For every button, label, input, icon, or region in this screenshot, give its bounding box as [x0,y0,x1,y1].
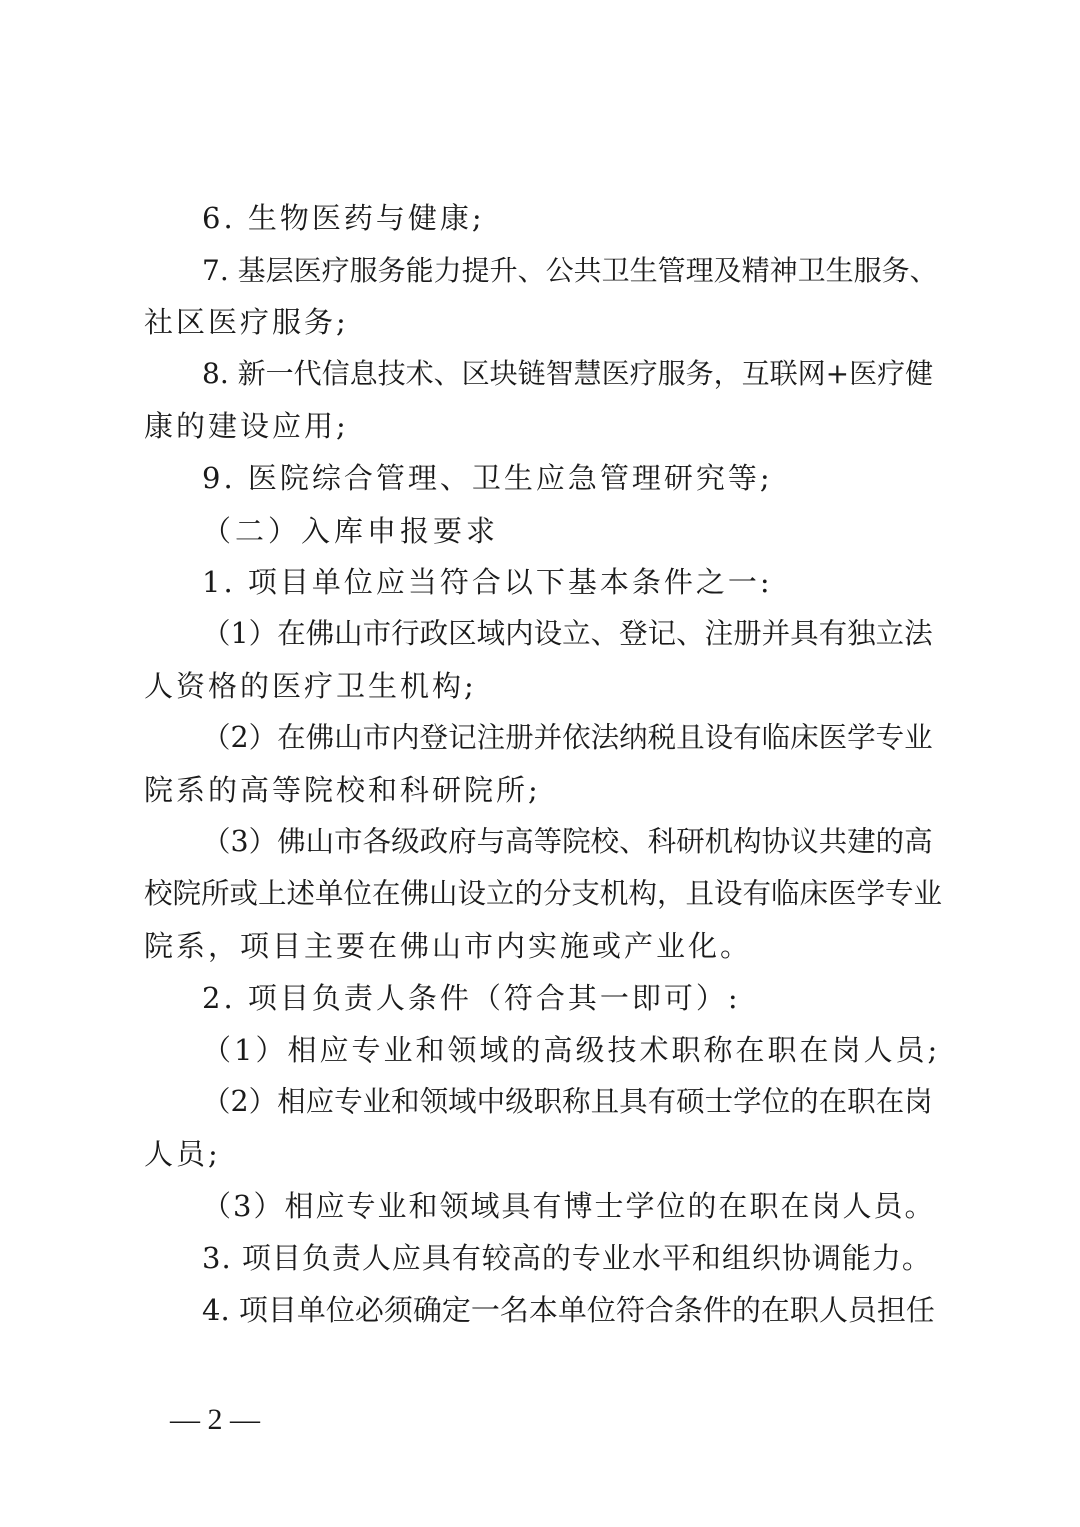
req-2-2-line1: （2）相应专业和领域中级职称且具有硕士学位的在职在岗 [202,1085,933,1118]
page-number: — 2 — [170,1403,260,1436]
item-7-primary-care-line2: 社区医疗服务; [144,305,349,339]
req-2-3: （3）相应专业和领域具有博士学位的在职在岗人员。 [202,1189,936,1223]
req-2-leader-conditions: 2. 项目负责人条件（符合其一即可）: [202,981,741,1015]
req-1-1-line2: 人资格的医疗卫生机构; [144,669,477,703]
req-1-2-line1: （2）在佛山市内登记注册并依法纳税且设有临床医学专业 [202,721,933,754]
req-1-3-line3: 院系，项目主要在佛山市内实施或产业化。 [144,929,753,963]
item-9-hospital-management: 9. 医院综合管理、卫生应急管理研究等; [202,461,773,495]
req-4-unit-staff: 4. 项目单位必须确定一名本单位符合条件的在职人员担任 [202,1293,935,1327]
req-3-leader-ability: 3. 项目负责人应具有较高的专业水平和组织协调能力。 [202,1241,932,1275]
req-2-1: （1）相应专业和领域的高级技术职称在职在岗人员; [202,1033,941,1067]
req-1-2-line2: 院系的高等院校和科研院所; [144,773,541,807]
item-6-biomedicine: 6. 生物医药与健康; [202,201,485,235]
item-8-it-line2: 康的建设应用; [144,409,349,443]
req-1-3-line2: 校院所或上述单位在佛山设立的分支机构，且设有临床医学专业 [144,877,943,910]
req-1-1-line1: （1）在佛山市行政区域内设立、登记、注册并具有独立法 [202,617,933,650]
req-2-2-line2: 人员; [144,1137,221,1171]
item-7-primary-care-line1: 7. 基层医疗服务能力提升、公共卫生管理及精神卫生服务、 [202,254,938,287]
req-1-unit-conditions: 1. 项目单位应当符合以下基本条件之一: [202,565,773,599]
req-1-3-line1: （3）佛山市各级政府与高等院校、科研机构协议共建的高 [202,825,933,858]
section-heading-requirements: （二）入库申报要求 [202,514,500,548]
item-8-it-line1: 8. 新一代信息技术、区块链智慧医疗服务，互联网+医疗健 [202,357,934,390]
